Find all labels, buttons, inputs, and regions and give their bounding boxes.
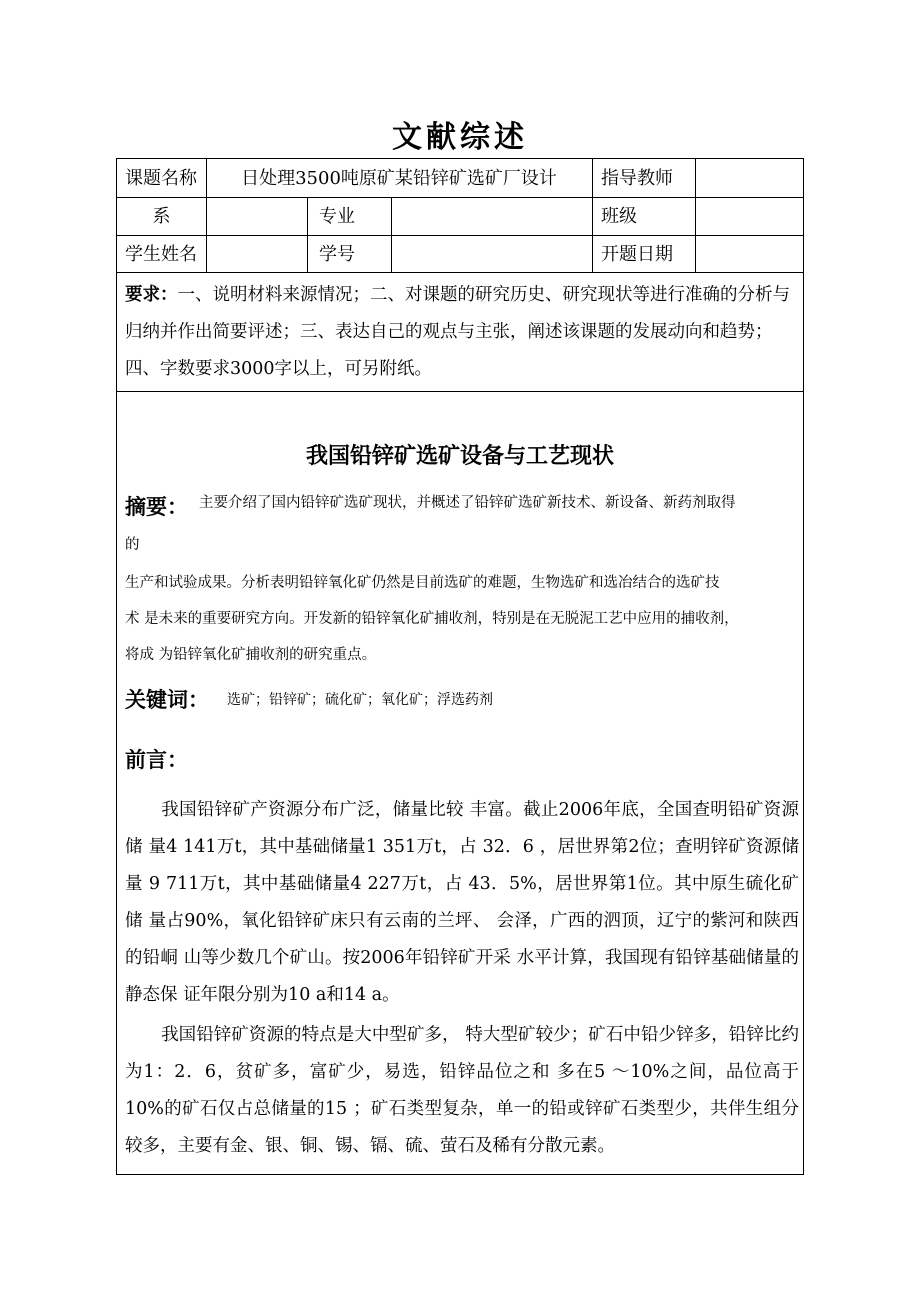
abstract-line: 将成 为铅锌氧化矿捕收剂的研究重点。	[125, 647, 377, 663]
student-id-label: 学号	[319, 244, 355, 265]
column-divider	[307, 197, 308, 272]
department-field[interactable]	[208, 201, 305, 231]
class-field[interactable]	[697, 201, 803, 231]
keywords-text: 选矿；铅锌矿；硫化矿；氧化矿；浮选药剂	[227, 692, 493, 708]
proposal-date-field[interactable]	[697, 239, 803, 269]
paragraph-text: 我国铅锌矿产资源分布广泛，储量比较 丰富。截止2006年底，全国查明铅矿资源储 量4 141万t，其中基础储量1 351万t，占 32．6 ，居世界第2位；查明锌矿资源储量 9 711万t，其中基础储量4 227万t，占 43．5%，居世界第1位。其中原生硫化矿储 量占90%，氧化铅锌矿床只有云南的兰坪、 会泽，广西的泗顶，辽宁的紫河和陕西的铅峒 山等少数几个矿山。按2006年铅锌矿开采 水平计算，我国现有铅锌基础储量的静态保 证年限分别为10 a和14 a。	[125, 800, 799, 1005]
advisor-label: 指导教师	[601, 168, 673, 189]
proposal-date-label: 开题日期	[601, 244, 673, 265]
row-divider	[117, 197, 803, 198]
student-name-field[interactable]	[208, 239, 305, 269]
column-divider	[695, 159, 696, 272]
student-name-label: 学生姓名	[125, 244, 197, 265]
keywords-label: 关键词：	[125, 688, 209, 712]
topic-value: 日处理3500吨原矿某铅锌矿选矿厂设计	[241, 168, 557, 189]
report-form-table	[116, 158, 804, 1175]
row-divider	[117, 235, 803, 236]
abstract-label: 摘要：	[125, 495, 188, 519]
article-title: 我国铅锌矿选矿设备与工艺现状	[305, 444, 614, 469]
abstract-line: 生产和试验成果。分析表明铅锌氧化矿仍然是目前选矿的难题，生物选矿和选冶结合的选矿技	[125, 575, 720, 591]
student-id-field[interactable]	[393, 239, 590, 269]
major-label: 专业	[319, 206, 355, 227]
major-field[interactable]	[393, 201, 590, 231]
row-divider	[117, 391, 803, 392]
abstract-line: 术 是未来的重要研究方向。开发新的铅锌氧化矿捕收剂，特别是在无脱泥工艺中应用的捕收剂，	[125, 611, 739, 627]
advisor-field[interactable]	[697, 163, 803, 193]
requirements-body: 一、说明材料来源情况；二、对课题的研究历史、研究现状等进行准确的分析与归纳并作出简要评述；三、表达自己的观点与主张，阐述该课题的发展动向和趋势；四、字数要求3000字以上，可另附纸。	[125, 285, 790, 379]
document-title: 文献综述	[392, 120, 528, 155]
preface-label: 前言：	[125, 748, 188, 772]
abstract-line: 的	[125, 537, 140, 553]
requirements-text	[125, 277, 797, 388]
topic-label: 课题名称	[125, 168, 197, 189]
row-divider	[117, 272, 803, 273]
class-label: 班级	[601, 206, 637, 227]
department-label: 系	[152, 206, 171, 227]
body-paragraph	[125, 1017, 799, 1165]
column-divider	[391, 197, 392, 272]
body-paragraph	[125, 792, 799, 1014]
paragraph-text: 我国铅锌矿资源的特点是大中型矿多， 特大型矿较少；矿石中铅少锌多，铅锌比约为1：2．6，贫矿多，富矿少，易选，铅锌品位之和 多在5 ～10%之间，品位高于10%的矿石仅占总储量的15 ；矿石类型复杂，单一的铅或锌矿石类型少，共伴生组分较多，主要有金、银、铜、锡、镉、硫、萤石及稀有分散元素。	[125, 1025, 799, 1156]
column-divider	[592, 159, 593, 272]
requirements-label: 要求：	[125, 285, 178, 305]
abstract-line: 主要介绍了国内铅锌矿选矿现状，并概述了铅锌矿选矿新技术、新设备、新药剂取得	[199, 495, 736, 511]
